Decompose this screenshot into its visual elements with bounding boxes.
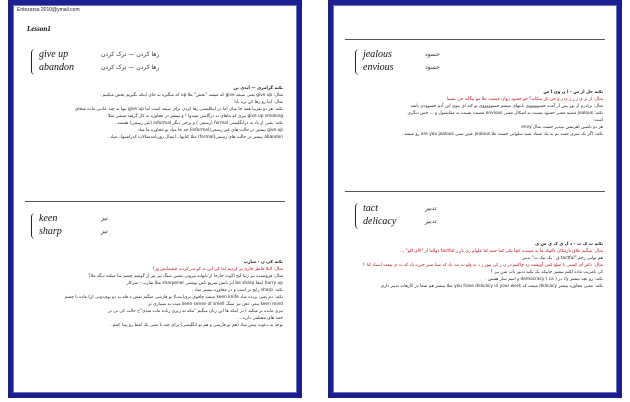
vocab-row bbox=[31, 49, 251, 62]
text-line: است bbox=[593, 118, 603, 123]
text-line: مثال: give up یعنی صیغه give که میشه "بخش" ملا up که میگیره به جای اینکه بگیریم بخش میکنیم . bbox=[99, 93, 283, 98]
vocab-en: keen bbox=[39, 213, 58, 224]
vocab-fa: رها کردن — ترک کردن bbox=[101, 51, 160, 58]
section-1-text bbox=[27, 85, 283, 141]
vocab-fa: رها کردن — ترک کردن bbox=[101, 64, 160, 71]
text-line: give up smoking بیری که ماهای به درگاشن شیدوا ! و بیشتر در محاوره به کار گرفته میشن مثلا bbox=[107, 114, 283, 119]
text-line: مثال: دکتر آی کسنی با مبلغ کمی آویست زد چاکیتو در ن ر کی پیور ر د به ولو ت بت یاد که سنا صیر جرزه یاد که ت ی بیمت اسیاد کنا ؟ bbox=[362, 263, 603, 268]
left-page bbox=[8, 0, 302, 398]
text-line: تیزی مانده تر میکنه ) در اینکه ها این زبان میگیم "تنکه ته زیری زیاده ماده میدی"ح حالت کی تی ثر bbox=[108, 309, 283, 314]
vocab-en: tact bbox=[363, 203, 378, 214]
vocab-row bbox=[355, 216, 575, 229]
text-line: keen mind بیعی ذهن تیز سنگ keen sense of smell میده به بسیاری تر bbox=[148, 302, 283, 307]
email-header: Entezarsa 2010@ymail.com bbox=[17, 7, 80, 13]
vocab-row bbox=[31, 213, 251, 226]
text-line: نکته: یعنی از یاد به درانگلیسی formal (رسمی ) و برخی دیگر informal (غیر رسمی) هستند . bbox=[114, 121, 283, 126]
text-line: نکته: sharp رایج تر است و در محاوره بیشتر میاد . bbox=[191, 288, 283, 293]
text-line: مثال: اینا رو رها کن بره بابا bbox=[234, 100, 283, 105]
text-line: نکته: دم یعنی برنده میاد keen knife میشه چاقوی تری(بندنا) نو فارسی میگیم نقش ه فله به دو بوی‌دونی (ژ) ماده با چشم bbox=[64, 295, 283, 300]
lesson-title: Lesson1 bbox=[27, 25, 51, 33]
vocab-en: delicacy bbox=[363, 216, 397, 227]
vocab-block-1 bbox=[31, 49, 251, 75]
vocab-en: sharp bbox=[39, 226, 62, 237]
section-2-text bbox=[347, 241, 603, 290]
text-line: نکته گرامری — ایدی ین bbox=[233, 86, 283, 91]
vocab-row bbox=[31, 62, 251, 75]
text-line: مثال: از نژ ی ژ ر ژ ی ز و حی بار سکانه؟ خو جسود ژوان جیست ملا مو بیگانه جی نسبتا bbox=[446, 97, 603, 102]
divider bbox=[25, 201, 285, 202]
vocab-fa: حسود bbox=[425, 64, 440, 71]
vocab-fa: تیز bbox=[101, 228, 108, 235]
text-line: توجه به دعوت پیش میاد (هم تو فارسی و هم تو انگلیسی) برای چند تا سنی یک لفظ رو پیدا کنیم . bbox=[110, 323, 283, 328]
vocab-fa: حسود bbox=[425, 51, 440, 58]
vocab-block-2 bbox=[355, 203, 575, 229]
text-line: give up بیشتر در حالت های غیر رسمی(informal) جه جا میاد تو محاوره ما میاد bbox=[137, 128, 283, 133]
text-line: نکته: هر دو تقریبا همه جا میان اما در اینکلیسی رها کردن برای صیغه است اما give up تنها به چند عادتی ماده میخای bbox=[74, 107, 283, 112]
vocab-en: give up bbox=[39, 49, 69, 60]
divider bbox=[345, 191, 605, 192]
vocab-row bbox=[355, 62, 575, 75]
vocab-en: jealous bbox=[363, 49, 392, 60]
text-line: مثال: میگیم علاق تازمکان تاکتیک ما به مییندیه کچا تکی کما حنیه کتا علوام ری نار ژ tactful دوالعا از "الای اکو" ... bbox=[400, 249, 603, 254]
vocab-fa: تدبیر bbox=[425, 205, 437, 212]
text-line: کی تامریت ماده لکنم بیشتر جاییکه یک تکیه تدبیر ناب شن بیز ؟ bbox=[490, 270, 603, 275]
text-line: مثال: برادرم از نور پس از آمده حسوووووی بابتهای میشم حسوووووی تو کنه ای یتوی این آدم حسوودی باشه bbox=[410, 104, 603, 109]
text-line: نکته جل ار س - ا ن وی ا س bbox=[543, 90, 603, 95]
text-line: نکته: معنی محاوره بیشتر delicacy میشه که you have delicacy in your work مثلا بیشتر هم شما در کارهات تدبیر داری bbox=[380, 284, 603, 289]
text-line: نکته: رو بچه بیشتر cy در democracy ( ca ) و اسم سار هستن . bbox=[484, 277, 603, 282]
text-line: مثال: لابلا خاطر جاری یر کردیم اما کی این ته کو ندر کردید چشمانش ور؟ bbox=[152, 267, 283, 272]
text-line: هم تولنی رحم "tactful ق : نک تیک ت" تدبیر bbox=[522, 256, 603, 261]
vocab-block-2 bbox=[31, 213, 251, 239]
text-line: abandon بیشتر در حالت های رسمی(formal) مثلا کتابها ، اعمال روزنامه‌مقالات کدراشتها...میاد . bbox=[107, 135, 283, 140]
vocab-fa: تدبیر bbox=[425, 218, 437, 225]
vocab-en: envious bbox=[363, 62, 394, 73]
text-line: نکته: jealous مصیه معنی حسود نسبت به اشکال معنی envious مصتت نسبت به مقایسول و ... خس دیگری bbox=[407, 111, 603, 116]
vocab-row bbox=[31, 226, 251, 239]
text-line: هر دو تاشین اهرنشن بپندیر حست سال envy bbox=[521, 125, 603, 130]
text-line: نکته کی ن - شارپ bbox=[243, 260, 283, 265]
text-line: مثال: فروشنده نیز زنیا لبخ اکوت خارجا از تابهایه بیرونی نشین سنگ نیز نیز از گوشم چشم سا میکنه دیگه ملا؟ bbox=[88, 274, 283, 279]
vocab-en: abandon bbox=[39, 62, 74, 73]
section-2-text bbox=[27, 259, 283, 329]
right-page bbox=[328, 0, 622, 398]
text-line: نکته: اگر یک سری حسد بم به یک شماد شیه سلوانی حست ملا jealous عنین سنی are you jealous رو میشه . bbox=[401, 132, 603, 137]
section-1-text bbox=[347, 89, 603, 138]
vocab-row bbox=[355, 203, 575, 216]
vocab-fa: تیز bbox=[101, 215, 108, 222]
text-line: hurry up ابنجا be sharp ابر بانش سریع باش نوشتی sharpener مثلا شارپ - سرکاز bbox=[126, 281, 283, 286]
text-line: جمه های محتلفی دارید... bbox=[238, 316, 283, 321]
text-line: نکته ت ک ت - د ل ی ک ی س ی bbox=[535, 242, 603, 247]
vocab-block-1 bbox=[355, 49, 575, 75]
divider bbox=[345, 39, 605, 40]
vocab-row bbox=[355, 49, 575, 62]
